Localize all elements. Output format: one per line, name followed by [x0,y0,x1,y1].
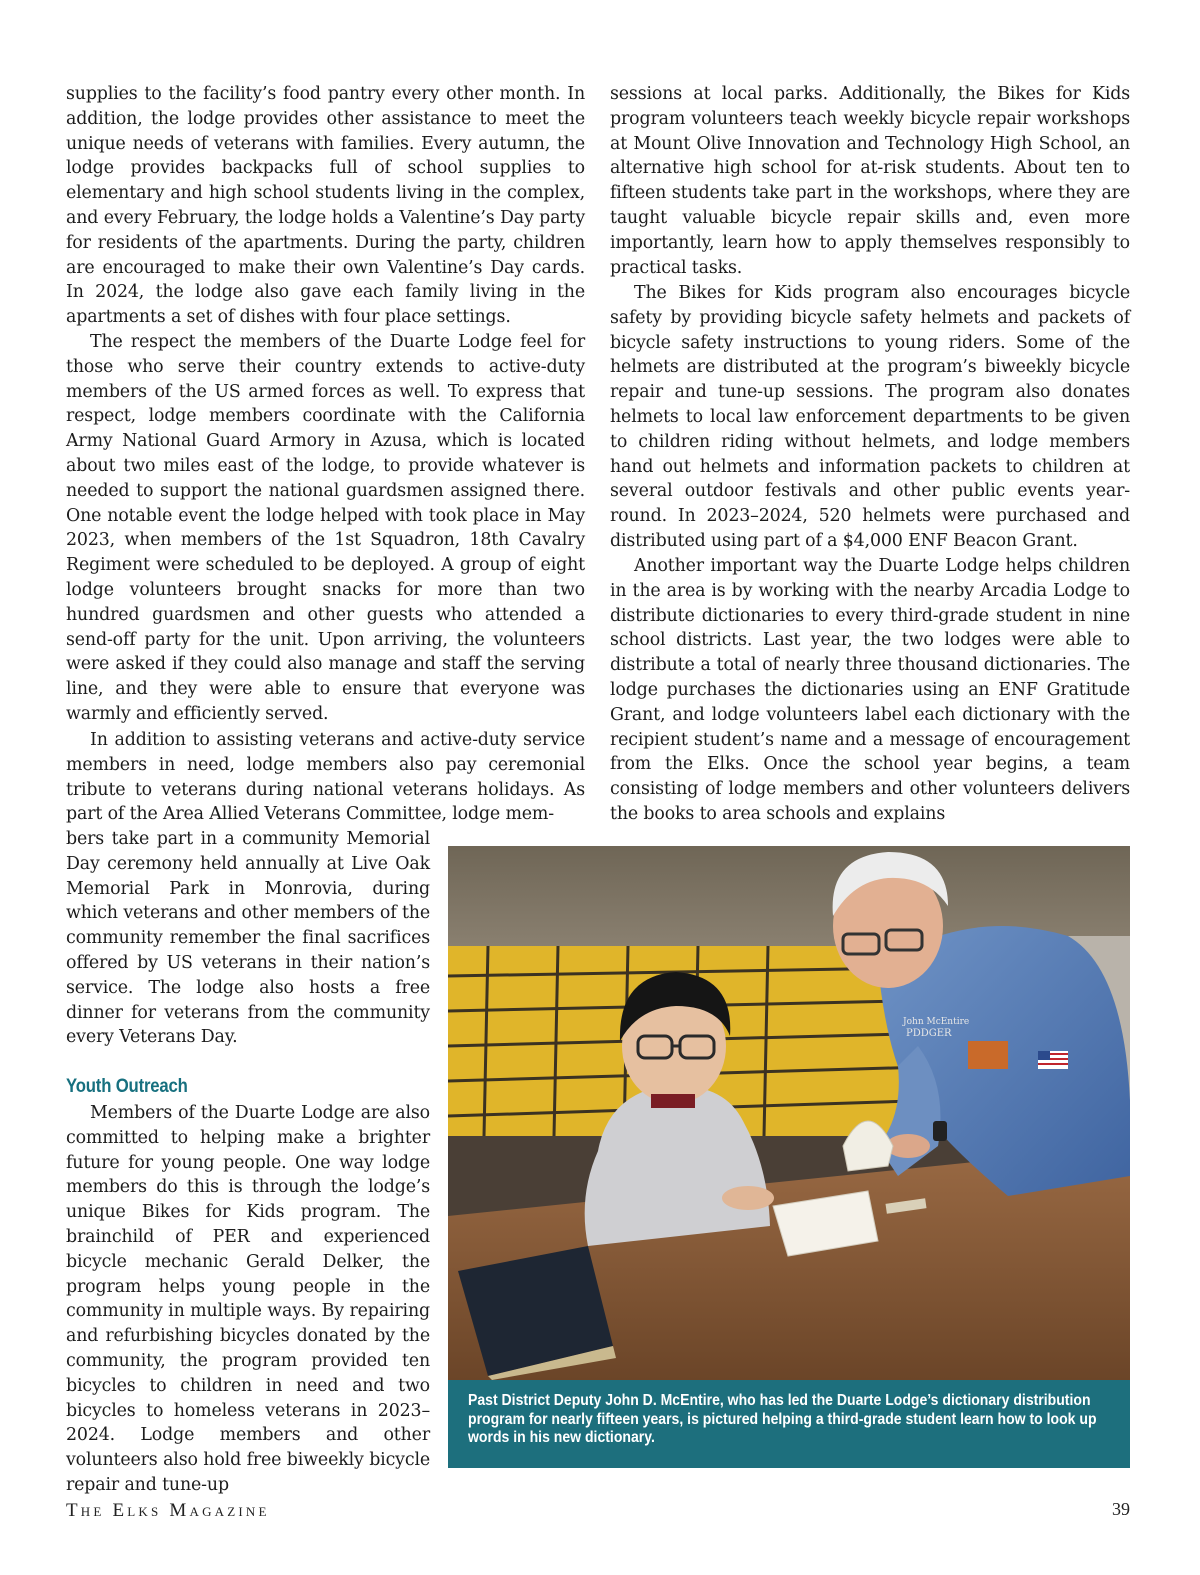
photo-caption: Past District Deputy John D. McEntire, who has led the Duarte Lodge’s dictionary distribution program for nearly fifteen years, is pictured helping a third-grade student learn how to look up words in his new dictionary. [468,1392,1097,1446]
col1-paragraph-3-continued: bers take part in a community Memorial Day ceremony held annually at Live Oak Memorial Park in Monrovia, during which veterans and other members of the community remember the final sacrifices offered by US veterans in their nation’s service. The lodge also hosts a free dinner for veterans from the community every Veterans Day. [66,829,430,1048]
col2-paragraph-2: The Bikes for Kids program also encourages bicycle safety by providing bicycle safety helmets and packets of bicycle safety instructions to young riders. Some of the helmets are distributed at the program’s biweekly bicycle repair and tune-up sessions. The program also donates helmets to local law enforcement departments to be given to children riding without helmets, and lodge members hand out helmets and information packets to children at several outdoor festivals and other public events year-round. In 2023–2024, 520 helmets were purchased and distributed using part of a $4,000 ENF Beacon Grant. [610,283,1130,551]
name-badge [968,1041,1008,1069]
col1-paragraph-3-start: In addition to assisting veterans and active-duty service members in need, lodge members also pay ceremonial tribute to veterans during national veterans holidays. As part of the Area Allied Veterans Committee, lodge mem- [66,730,585,825]
shirt-embroidery-2: PDDGER [906,1028,952,1039]
photo-illustration [448,846,1130,1380]
col1-paragraph-1: supplies to the facility’s food pantry every other month. In addition, the lodge provides other assistance to meet the unique needs of veterans with families. Every autumn, the lodge provides backpacks full of school supplies to elementary and high school students living in the complex, and every February, the lodge holds a Valentine’s Day party for residents of the apartments. During the party, children are encouraged to make their own Valentine’s Day cards. In 2024, the lodge also gave each family living in the apartments a set of dishes with four place settings. [66,84,585,328]
section-heading-youth-outreach: Youth Outreach [66,1076,188,1097]
shirt-embroidery: John McEntire [903,1017,970,1027]
boy-collar [651,1094,695,1108]
magazine-title: The Elks Magazine [66,1500,270,1521]
wristwatch [933,1121,947,1141]
photo-caption-box [448,1380,1130,1468]
boy-hands [722,1186,774,1210]
col1-paragraph-4: Members of the Duarte Lodge are also committed to helping make a brighter future for young people. One way lodge members do this is through the lodge’s unique Bikes for Kids program. The brainchild of PER and experienced bicycle mechanic Gerald Delker, the program helps young people in the community in multiple ways. By repairing and refurbishing bicycles donated by the community, the program provided ten bicycles to children in need and two bicycles to homeless veterans in 2023–2024. Lodge members and other volunteers also hold free biweekly bicycle repair and tune-up [66,1103,430,1495]
col2-paragraph-1: sessions at local parks. Additionally, the Bikes for Kids program volunteers teach weekly bicycle repair workshops at Mount Olive Innovation and Technology High School, an alternative high school for at-risk students. About ten to fifteen students take part in the workshops, where they are taught valuable bicycle repair skills and, even more importantly, learn how to apply themselves responsibly to practical tasks. [610,84,1130,278]
page-number: 39 [1112,1499,1130,1519]
col2-paragraph-3: Another important way the Duarte Lodge helps children in the area is by working with the nearby Arcadia Lodge to distribute dictionaries to every third-grade student in nine school districts. Last year, the two lodges were able to distribute a total of nearly three thousand dictionaries. The lodge purchases the dictionaries using an ENF Gratitude Grant, and lodge volunteers label each dictionary with the recipient student’s name and a message of encouragement from the Elks. Once the school year begins, a team consisting of lodge members and other volunteers delivers the books to area schools and explains [610,556,1130,824]
article-photo [448,846,1130,1380]
col1-paragraph-2: The respect the members of the Duarte Lodge feel for those who serve their country extends to active-duty members of the US armed forces as well. To express that respect, lodge members coordinate with the California Army National Guard Armory in Azusa, which is located about two miles east of the lodge, to provide whatever is needed to support the national guardsmen assigned there. One notable event the lodge helped with took place in May 2023, when members of the 1st Squadron, 18th Cavalry Regiment were scheduled to be deployed. A group of eight lodge volunteers brought snacks for more than two hundred guardsmen and other guests who attended a send-off party for the unit. Upon arriving, the volunteers were asked if they could also manage and staff the serving line, and they were able to ensure that everyone was warmly and efficiently served. [66,332,585,724]
